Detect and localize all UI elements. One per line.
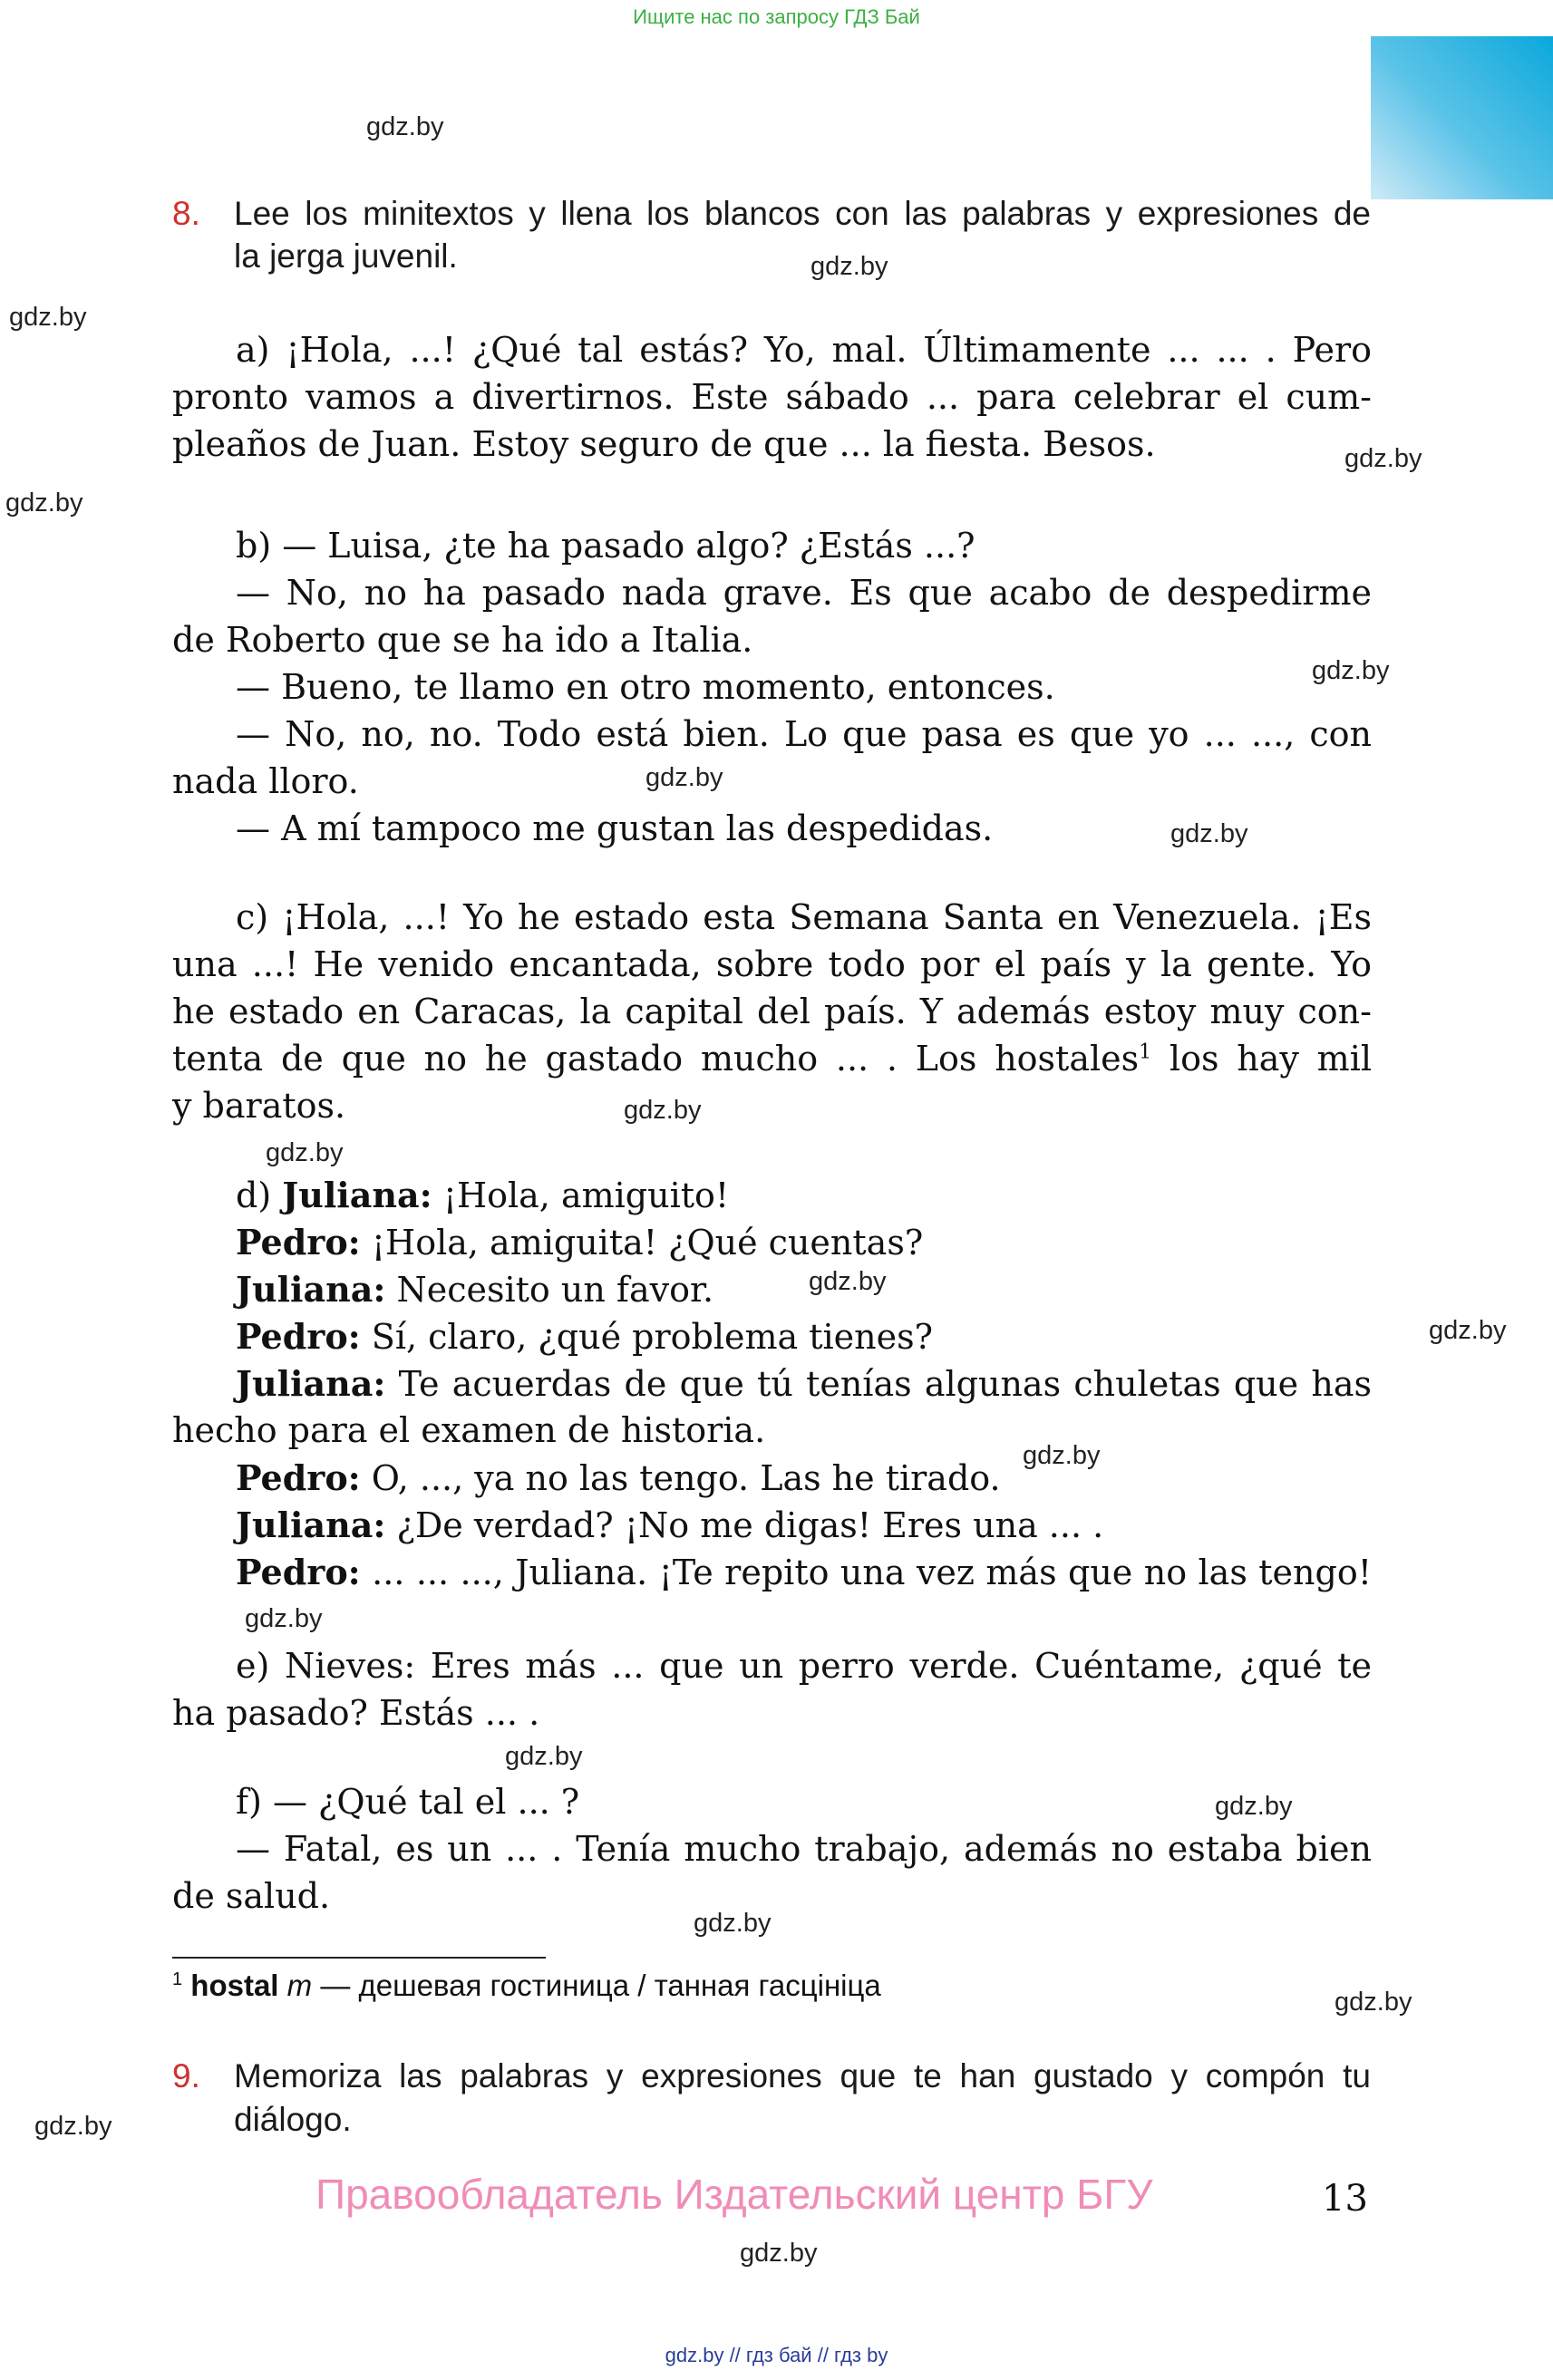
text-line: — Bueno, te llamo en otro momento, entonces. [236,667,1055,707]
watermark: gdz.by [245,1604,323,1633]
text-line: nada lloro. [172,761,359,801]
text-line: y baratos. [172,1086,346,1126]
footnote-gender: m [286,1969,313,2002]
watermark: gdz.by [1335,1988,1412,2017]
dialogue-line [236,1457,1001,1498]
watermark: gdz.by [9,303,87,332]
speaker-pedro: Pedro: [236,1457,361,1498]
task-number: 9. [172,2057,200,2095]
watermark: gdz.by [1312,656,1390,685]
footnote-mark: 1 [172,1969,183,1989]
top-banner: Ищите нас по запросу ГДЗ Бай [633,5,920,28]
watermark: gdz.by [1429,1316,1507,1345]
dialogue-line: hecho para el examen de historia. [172,1410,766,1450]
item-letter: d) [236,1175,283,1215]
watermark: gdz.by [505,1742,583,1771]
watermark: gdz.by [809,1267,887,1296]
watermark: gdz.by [1023,1441,1101,1470]
footnote-term: hostal [190,1969,279,2002]
dialogue-text: ... ... ..., Juliana. ¡Te repito una vez más que no las tengo! [360,1553,1372,1592]
dialogue-text: O, ..., ya no las tengo. Las he tirado. [360,1458,1001,1498]
footnote-text: — дешевая гостиница / танная гасцiнiца [312,1969,881,2002]
dialogue-line [236,1269,713,1310]
text-line: f) — ¿Qué tal el ... ? [236,1782,580,1822]
task-instruction: Memoriza las palabras y expresiones que te han gustado y compón tu [234,2057,1371,2095]
text-fragment: tenta de que no he gastado mucho ... . Los hostales [172,1039,1140,1079]
text-line: de Roberto que se ha ido a Italia. [172,620,753,660]
speaker-juliana: Juliana: [236,1269,386,1310]
task-number: 8. [172,195,200,232]
speaker-juliana: Juliana: [236,1504,386,1545]
text-line: b) — Luisa, ¿te ha pasado algo? ¿Estás ...? [236,526,975,566]
text-line: — Fatal, es un ... . Tenía mucho trabajo, además no estaba bien [236,1829,1372,1869]
text-line: — No, no ha pasado nada grave. Es que acabo de despedirme [236,573,1372,613]
watermark: gdz.by [694,1909,772,1938]
watermark: gdz.by [1215,1792,1293,1821]
text-line: c) ¡Hola, ...! Yo he estado esta Semana Santa en Venezuela. ¡Es [236,897,1372,937]
speaker-pedro: Pedro: [236,1552,361,1592]
dialogue-line [236,1504,1103,1545]
footnote-divider [172,1957,546,1959]
text-fragment: los hay mil [1151,1039,1372,1079]
footnote-ref: 1 [1139,1040,1152,1064]
watermark: gdz.by [1170,819,1248,848]
watermark: gdz.by [1344,444,1422,473]
dialogue-line [236,1363,1372,1404]
text-line [172,1039,1372,1079]
text-line: he estado en Caracas, la capital del país. Y además estoy muy con- [172,992,1372,1031]
speaker-pedro: Pedro: [236,1316,361,1357]
text-line: ha pasado? Estás ... . [172,1693,540,1733]
watermark: gdz.by [5,489,83,518]
copyright-notice: Правообладатель Издательский центр БГУ [315,2171,1153,2218]
text-line: una ...! He venido encantada, sobre todo por el país y la gente. Yo [172,944,1372,984]
dialogue-text: Necesito un favor. [385,1270,714,1310]
dialogue-text: ¡Hola, amiguito! [432,1175,730,1215]
text-line: — No, no, no. Todo está bien. Lo que pasa es que yo ... ..., con [236,714,1372,754]
corner-decoration [1371,36,1553,199]
footnote [172,1969,881,2003]
dialogue-line [236,1222,923,1263]
text-line: pronto vamos a divertirnos. Este sábado ... para celebrar el cum- [172,377,1372,417]
text-line: pleaños de Juan. Estoy seguro de que ... la fiesta. Besos. [172,424,1156,464]
text-line: a) ¡Hola, ...! ¿Qué tal estás? Yo, mal. Últimamente ... ... . Pero [236,330,1372,370]
bottom-links[interactable]: gdz.by // гдз бай // гдз by [665,2344,888,2366]
speaker-juliana: Juliana: [236,1363,386,1404]
dialogue-text: Te acuerdas de que tú tenías algunas chuletas que has [385,1364,1372,1404]
task-instruction: diálogo. [234,2101,352,2138]
watermark: gdz.by [740,2239,818,2268]
dialogue-line [236,1552,1372,1592]
dialogue-line [236,1175,729,1215]
text-line: de salud. [172,1876,331,1916]
watermark: gdz.by [266,1138,344,1167]
speaker-juliana: Juliana: [282,1175,432,1215]
watermark: gdz.by [645,763,723,792]
speaker-pedro: Pedro: [236,1222,361,1263]
task-instruction: Lee los minitextos y llena los blancos con las palabras y expresiones de [234,195,1371,232]
watermark: gdz.by [810,252,888,281]
text-line: — A mí tampoco me gustan las despedidas. [236,808,994,848]
text-line: e) Nieves: Eres más ... que un perro verde. Cuéntame, ¿qué te [236,1646,1372,1686]
dialogue-text: ¿De verdad? ¡No me digas! Eres una ... . [385,1505,1104,1545]
task-instruction: la jerga juvenil. [234,237,458,275]
dialogue-text: Sí, claro, ¿qué problema tienes? [360,1317,934,1357]
page-number: 13 [1322,2178,1368,2220]
dialogue-line [236,1316,933,1357]
watermark: gdz.by [624,1096,702,1125]
watermark: gdz.by [34,2112,112,2141]
watermark: gdz.by [366,112,444,141]
dialogue-text: ¡Hola, amiguita! ¿Qué cuentas? [360,1223,924,1263]
